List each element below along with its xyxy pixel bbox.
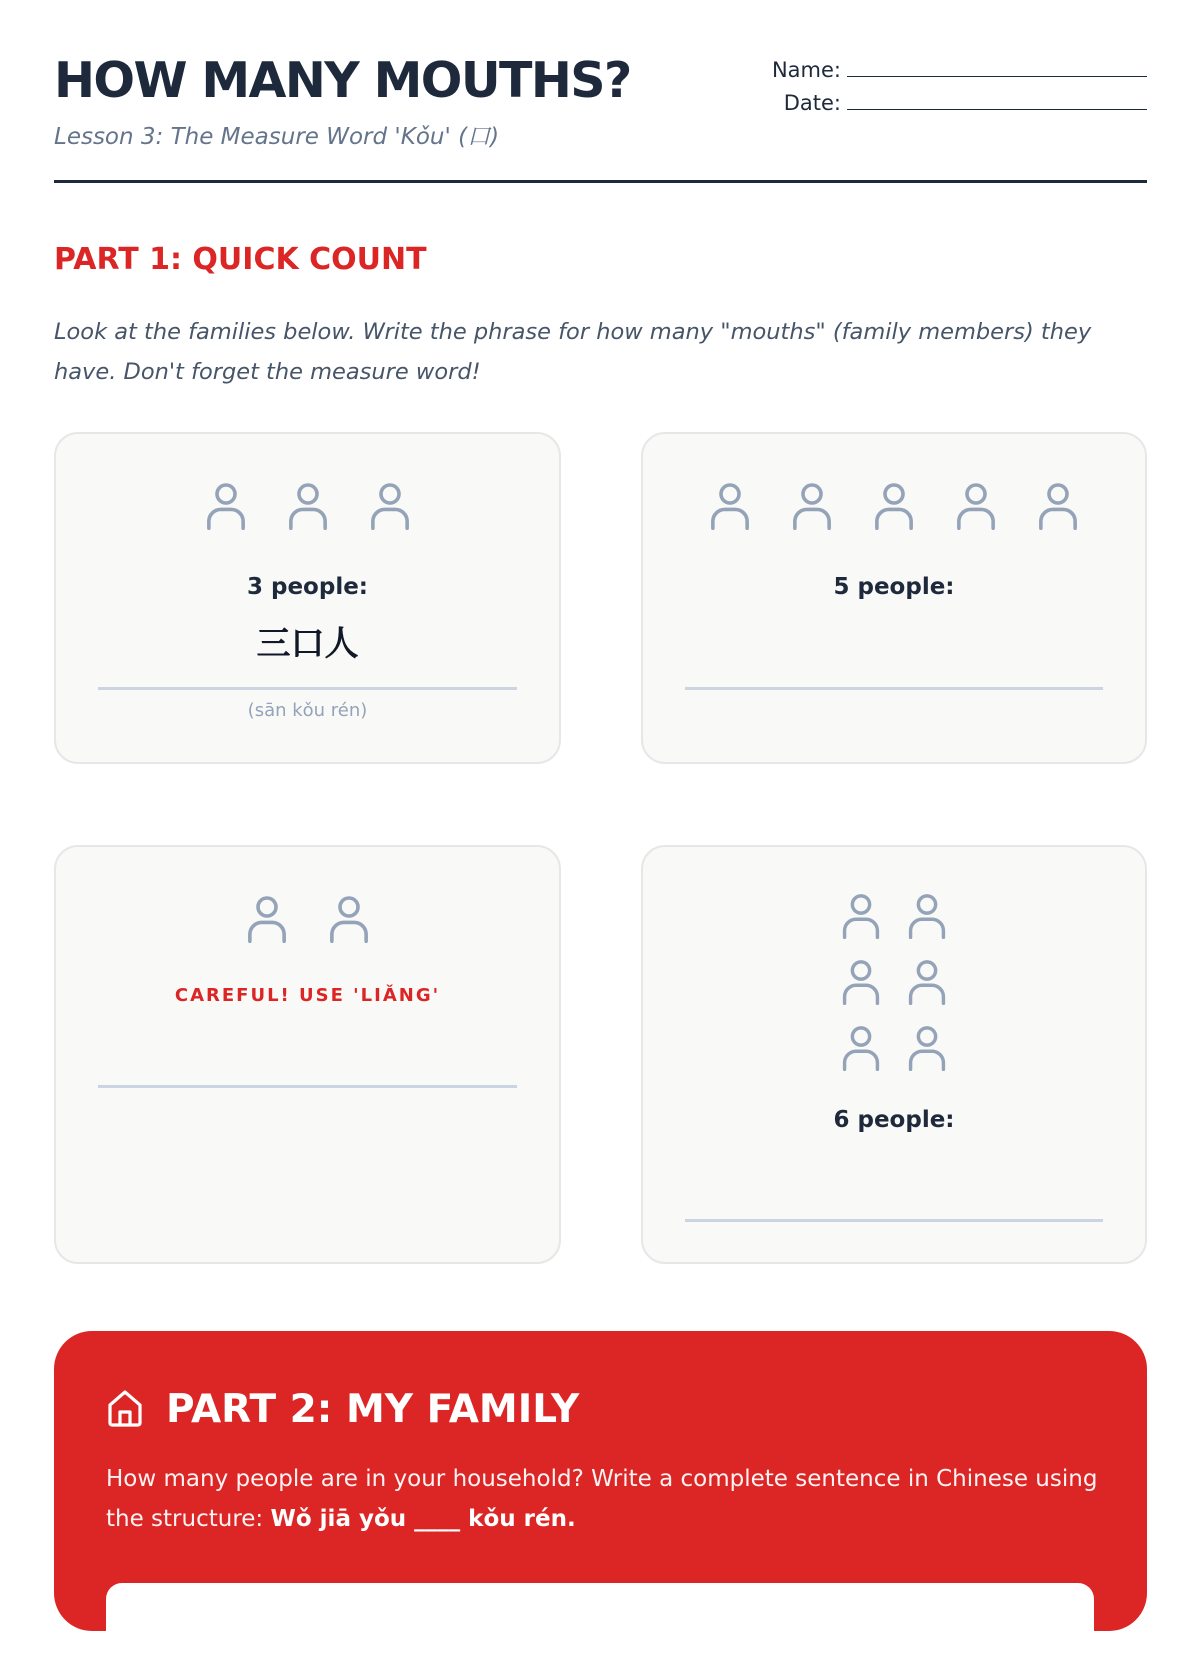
name-field[interactable] [847, 56, 1147, 77]
answer-line[interactable] [98, 687, 517, 690]
liang-warning: CAREFUL! USE 'LIǍNG' [174, 985, 441, 1006]
person-icon [904, 893, 950, 939]
name-label: Name: [771, 58, 841, 82]
header-divider [54, 180, 1147, 183]
page-title: HOW MANY MOUTHS? [54, 52, 631, 109]
family-card-3 [54, 845, 561, 1264]
card-answer: 三口人 [256, 624, 359, 664]
person-icon [366, 482, 414, 530]
card-label: 3 people: [246, 574, 369, 600]
date-field[interactable] [847, 89, 1147, 110]
answer-line[interactable] [98, 1085, 517, 1088]
person-icon [838, 893, 884, 939]
card-label: 5 people: [833, 574, 955, 600]
family-sentence-input[interactable] [106, 1583, 1094, 1663]
part1-heading: PART 1: QUICK COUNT [54, 242, 427, 277]
person-icon [284, 482, 332, 530]
person-icon [243, 895, 291, 943]
lesson-subtitle: Lesson 3: The Measure Word 'Kǒu' (口) [54, 124, 500, 150]
person-icon [706, 482, 754, 530]
person-icon [838, 1025, 884, 1071]
person-icon [870, 482, 918, 530]
part2-instructions [106, 1459, 1106, 1539]
part2-heading: PART 2: MY FAMILY [166, 1387, 580, 1432]
person-icon [952, 482, 1000, 530]
family-card-4 [641, 845, 1147, 1264]
person-icons [643, 893, 1145, 1071]
date-row [784, 89, 1147, 115]
person-icons [643, 482, 1145, 530]
card-label: 6 people: [833, 1107, 955, 1133]
home-icon [106, 1388, 144, 1432]
part2-header [106, 1387, 579, 1432]
person-icon [788, 482, 836, 530]
person-icons [56, 482, 559, 530]
person-icon [202, 482, 250, 530]
card-pinyin: (sān kǒu rén) [247, 700, 368, 721]
person-icon [1034, 482, 1082, 530]
person-icon [904, 959, 950, 1005]
person-icons [56, 895, 559, 943]
name-row [772, 56, 1147, 82]
answer-line[interactable] [685, 687, 1103, 690]
person-icon [838, 959, 884, 1005]
person-icon [325, 895, 373, 943]
date-label: Date: [783, 91, 841, 115]
part2-section [54, 1331, 1147, 1631]
sentence-structure: Wǒ jiā yǒu ____ kǒu rén. [270, 1506, 576, 1532]
person-icon [904, 1025, 950, 1071]
part1-instructions: Look at the families below. Write the phrase for how many "mouths" (family members) they have. Don't forget the measure word! [54, 319, 1092, 385]
family-card-1 [54, 432, 561, 764]
part2-prompt: How many people are in your household? Write a complete sentence in Chinese using the structure: [106, 1466, 1098, 1532]
family-card-2 [641, 432, 1147, 764]
answer-line[interactable] [685, 1219, 1103, 1222]
